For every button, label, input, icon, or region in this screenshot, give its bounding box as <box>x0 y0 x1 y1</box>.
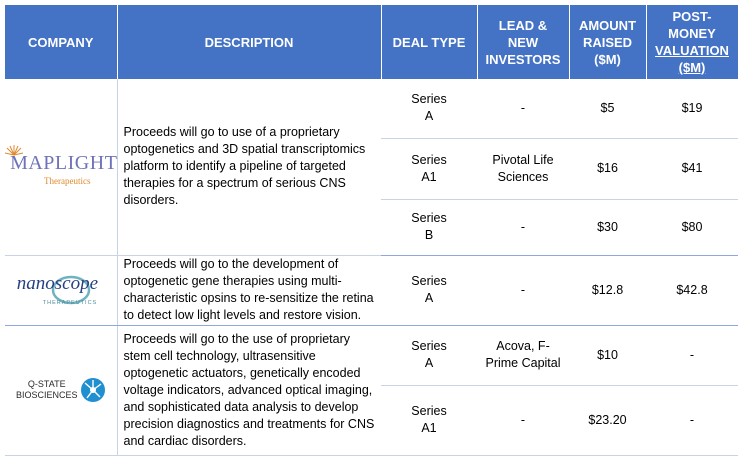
nanoscope-logo <box>9 273 113 307</box>
investors-cell: - <box>477 199 569 255</box>
investors-cell: - <box>477 255 569 325</box>
valuation-cell: $80 <box>646 199 738 255</box>
qstate-name-line1: Q-STATE <box>27 379 66 389</box>
investors-cell: Acova, F-Prime Capital <box>477 325 569 385</box>
header-valuation-line4: ($M) <box>678 60 706 75</box>
amount-cell: $16 <box>569 138 646 199</box>
valuation-cell: $41 <box>646 138 738 199</box>
funding-table <box>5 5 739 456</box>
maplight-wordmark: MAPLIGHT <box>10 152 118 175</box>
header-valuation-line3: VALUATION <box>655 43 729 58</box>
deal-type-cell: Series A1 <box>381 385 477 455</box>
header-valuation-line2: MONEY <box>668 26 716 41</box>
description-maplight: Proceeds will go to use of a proprietary optogenetics and 3D spatial transcriptomics platform to identify a pipeline of targeted therapies for a spectrum of serious CNS disorders. <box>117 79 381 255</box>
amount-cell: $5 <box>569 79 646 138</box>
investors-cell: - <box>477 385 569 455</box>
header-investors-line3: INVESTORS <box>485 51 561 67</box>
deal-type-cell: Series A <box>381 79 477 138</box>
header-valuation-line1: POST- <box>672 9 712 24</box>
company-cell-qstate <box>5 325 117 455</box>
investors-cell: - <box>477 79 569 138</box>
header-amount-line2: RAISED <box>582 34 633 50</box>
nanoscope-subtitle: THERAPEUTICS <box>42 300 98 306</box>
nanoscope-wordmark: nanoscope <box>16 273 99 294</box>
maplight-subtitle: Therapeutics <box>44 176 91 187</box>
header-investors-line1: LEAD & <box>498 17 548 33</box>
deal-type-cell: Series A <box>381 325 477 385</box>
deal-type-cell: Series B <box>381 199 477 255</box>
investors-cell: Pivotal Life Sciences <box>477 138 569 199</box>
deal-type-cell: Series A1 <box>381 138 477 199</box>
header-company: COMPANY <box>5 5 117 79</box>
amount-cell: $30 <box>569 199 646 255</box>
neuron-icon <box>80 375 106 405</box>
header-amount-line1: AMOUNT <box>578 17 637 33</box>
header-investors-line2: NEW <box>507 34 539 50</box>
header-deal-type: DEAL TYPE <box>381 5 477 79</box>
header-amount-line3: ($M) <box>594 51 621 67</box>
header-description: DESCRIPTION <box>117 5 381 79</box>
description-qstate: Proceeds will go to the use of proprietary stem cell technology, ultrasensitive optogenetic actuators, genetically encoded voltage indicators, advanced optical imaging, and sophisticated data analysis to develop precision diagnostics and treatments for CNS and cardiac disorders. <box>117 325 381 455</box>
deal-type-cell: Series A <box>381 255 477 325</box>
valuation-cell: - <box>646 325 738 385</box>
table-row <box>5 79 738 138</box>
valuation-cell: - <box>646 385 738 455</box>
qstate-logo <box>9 375 113 405</box>
header-row <box>5 5 738 79</box>
header-amount <box>569 5 646 79</box>
amount-cell: $23.20 <box>569 385 646 455</box>
valuation-cell: $19 <box>646 79 738 138</box>
amount-cell: $10 <box>569 325 646 385</box>
valuation-cell: $42.8 <box>646 255 738 325</box>
company-cell-nanoscope <box>5 255 117 325</box>
table-row <box>5 325 738 385</box>
maplight-logo <box>9 143 118 190</box>
company-cell-maplight <box>5 79 117 255</box>
description-nanoscope: Proceeds will go to the development of optogenetic gene therapies using multi-characteristic opsins to re-sensitize the retina to detect low light levels and restore vision. <box>117 255 381 325</box>
header-valuation <box>646 5 738 79</box>
amount-cell: $12.8 <box>569 255 646 325</box>
qstate-name-line2: BIOSCIENCES <box>15 390 78 400</box>
table-row <box>5 255 738 325</box>
header-investors <box>477 5 569 79</box>
